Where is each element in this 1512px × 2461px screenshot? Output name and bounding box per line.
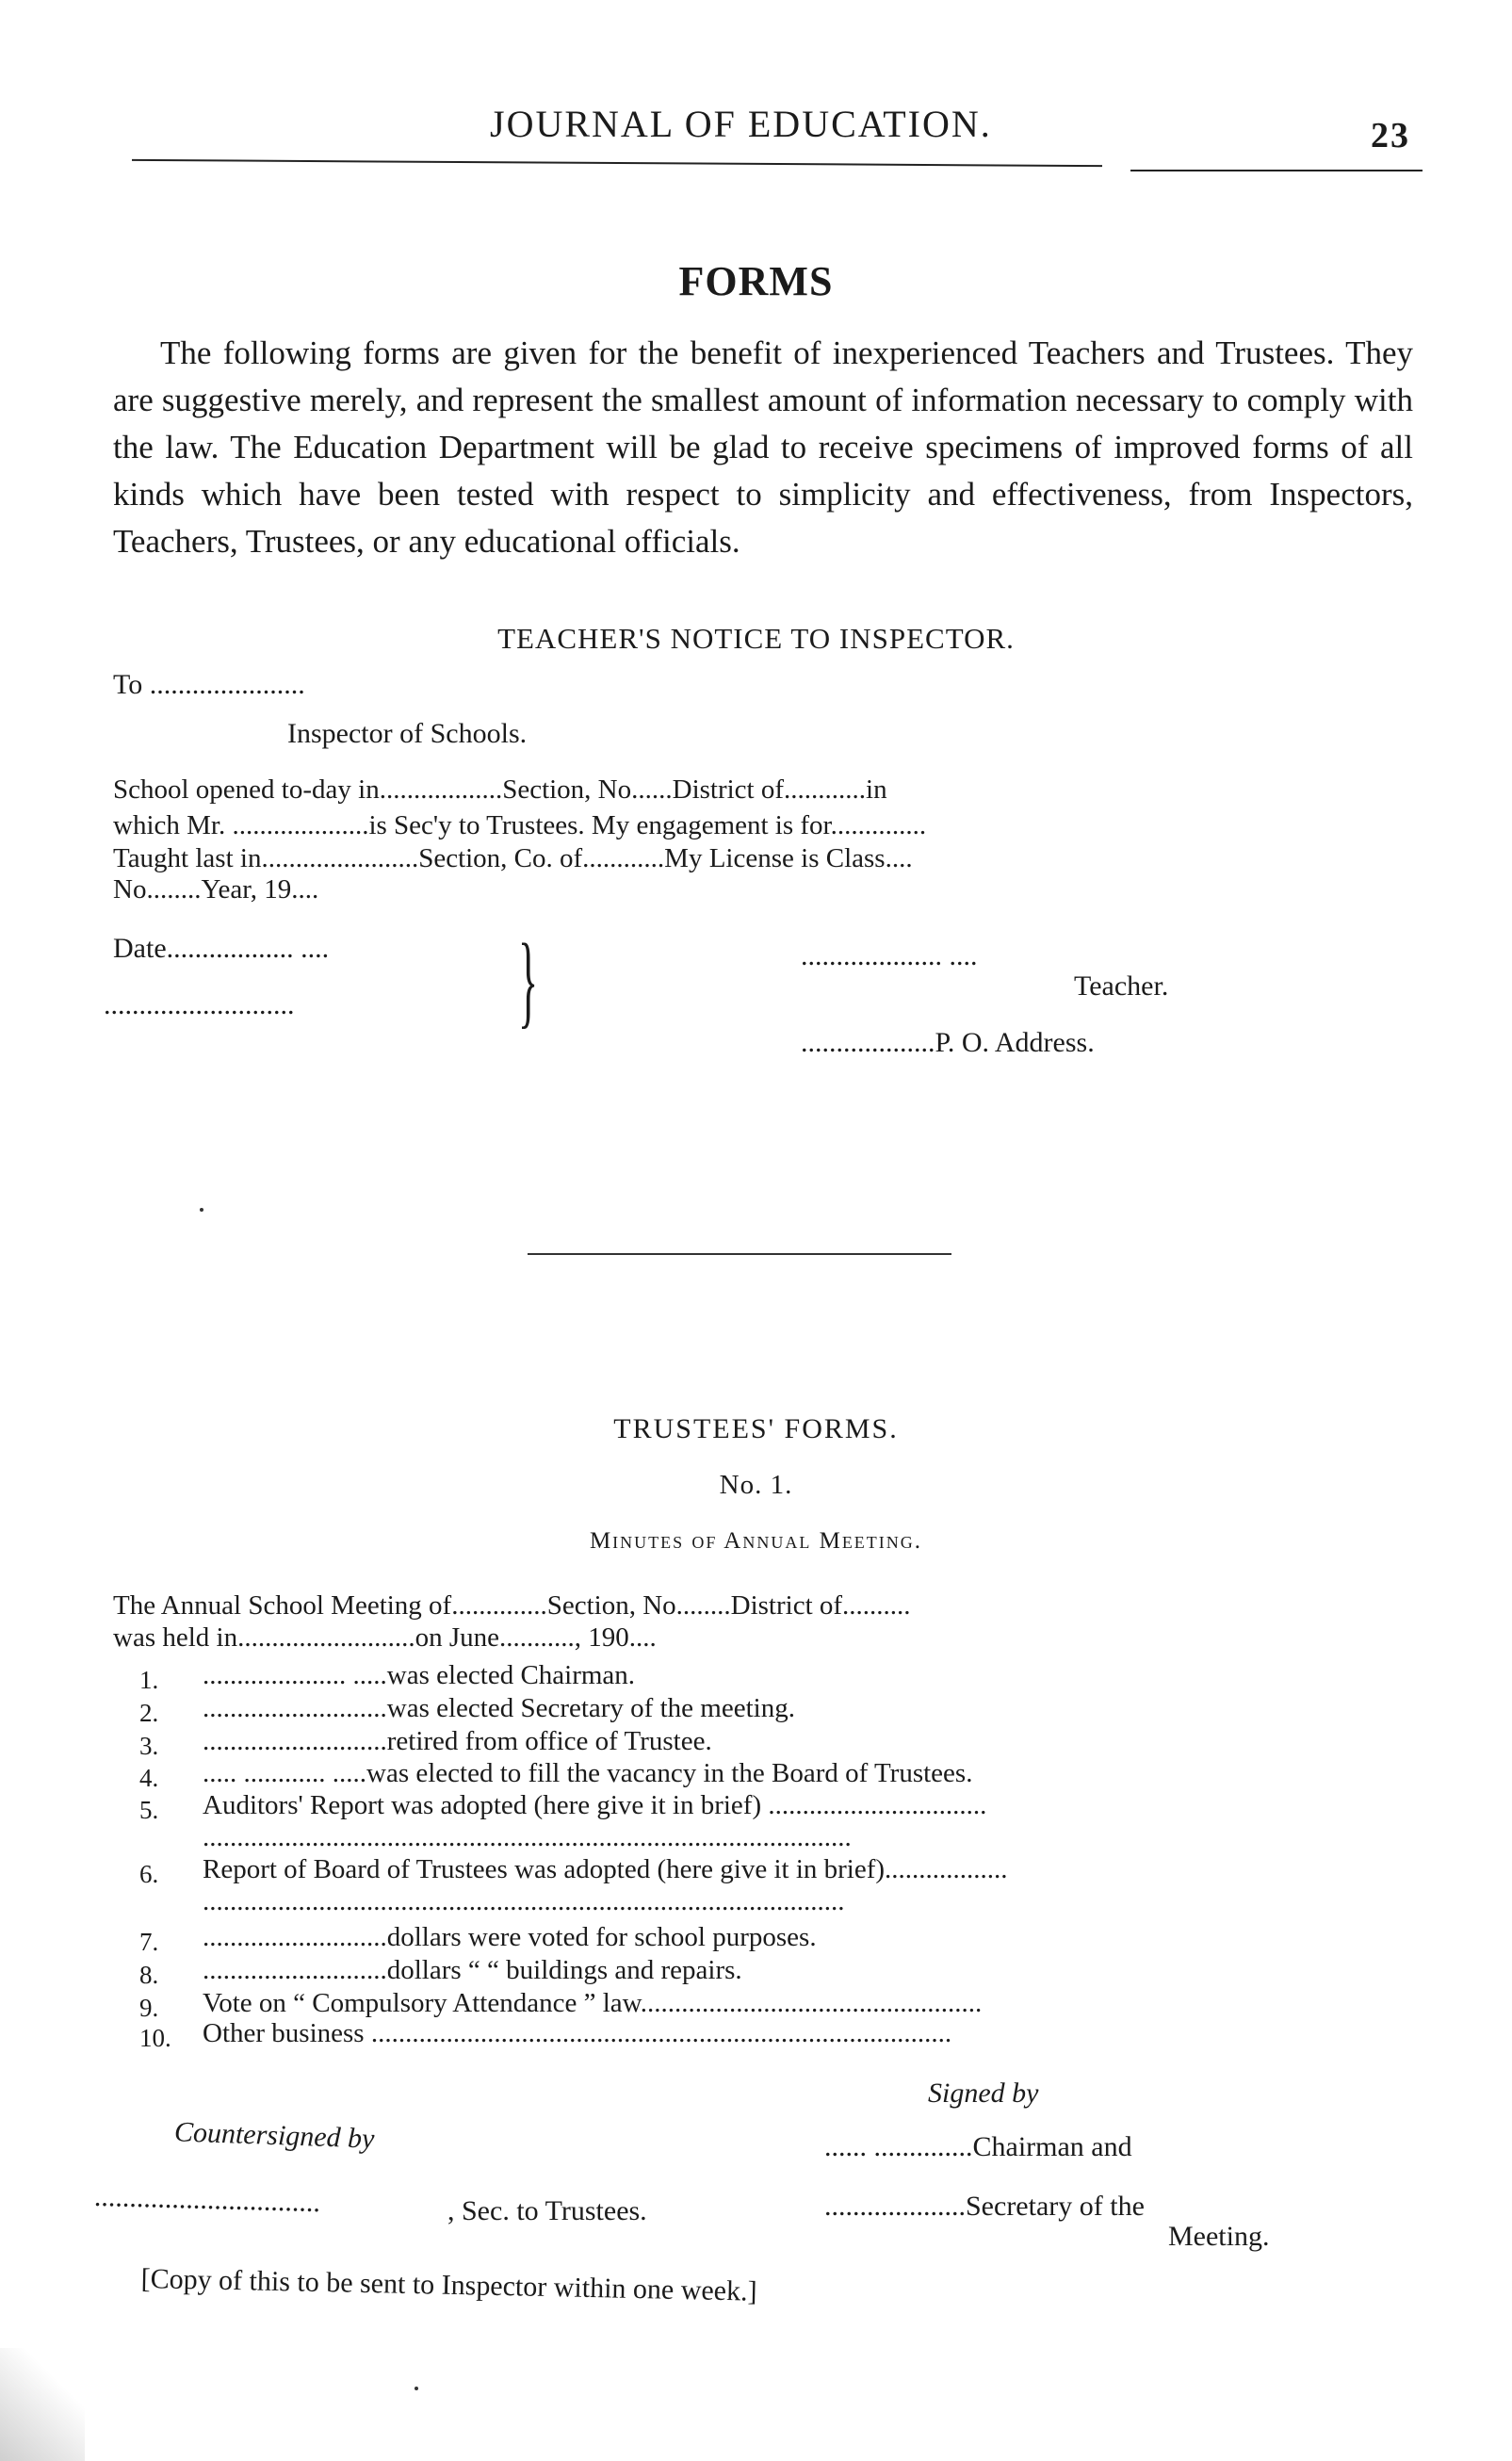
- inspector-line: Inspector of Schools.: [287, 718, 528, 749]
- item-number: 1.: [139, 1666, 159, 1694]
- sec-trustees-label: , Sec. to Trustees.: [447, 2195, 647, 2226]
- address-line: ...................P. O. Address.: [801, 1027, 1095, 1058]
- minutes-line: was held in..........................on June..........., 190....: [113, 1622, 657, 1653]
- notice-line-1: School opened to-day in..................Section, No......District of............in: [113, 774, 887, 805]
- forms-intro: [113, 330, 1413, 565]
- item-number: 4.: [139, 1764, 159, 1792]
- item-number: 8.: [139, 1961, 159, 1989]
- minutes-line: ..... ............ .....was elected to fill the vacancy in the Board of Trustees.: [203, 1758, 973, 1788]
- minutes-line: ..............................................................................................: [203, 1886, 845, 1916]
- item-number: 9.: [139, 1994, 159, 2022]
- page-edge-shadow: [0, 2348, 85, 2461]
- minutes-line: ...........................dollars were voted for school purposes.: [203, 1922, 817, 1952]
- section-divider: [528, 1253, 951, 1255]
- header-rule-left: [132, 159, 1102, 167]
- forms-title: FORMS: [678, 258, 834, 304]
- item-number: 7.: [139, 1928, 159, 1956]
- item-number: 2.: [139, 1699, 159, 1727]
- copy-note: [Copy of this to be sent to Inspector within one week.]: [140, 2263, 757, 2307]
- stray-mark-bottom: [415, 2387, 418, 2390]
- form-number: No. 1.: [719, 1470, 793, 1500]
- teacher-label: Teacher.: [1074, 970, 1169, 1002]
- teacher-notice-title: TEACHER'S NOTICE TO INSPECTOR.: [497, 622, 1015, 655]
- item-number: 6.: [139, 1860, 159, 1888]
- signed-by-label: Signed by: [928, 2078, 1039, 2109]
- stray-mark: [200, 1208, 203, 1212]
- date-line-2: ...........................: [104, 989, 295, 1020]
- notice-line-2: which Mr. ....................is Sec'y to Trustees. My engagement is for..............: [113, 810, 927, 840]
- intro-paragraph: The following forms are given for the benefit of inexperienced Teachers and Trustees. They are suggestive merely, and represent the smallest amount of information necessary to comply with the law. The Education Department will be glad to receive specimens of improved forms of all kinds which have been tested with respect to simplicity and effectiveness, from Inspectors, Teachers, Trustees, or any educational officials.: [113, 334, 1413, 560]
- sec-trustees-dots: ................................: [93, 2180, 321, 2219]
- minutes-line: ...........................dollars “ “ buildings and repairs.: [203, 1955, 742, 1985]
- to-line: To ......................: [113, 669, 305, 700]
- brace-icon: }: [518, 922, 539, 1037]
- date-line: Date.................. ....: [113, 933, 330, 964]
- countersigned-by-label: Countersigned by: [173, 2116, 376, 2155]
- meeting-label: Meeting.: [1168, 2221, 1270, 2252]
- minutes-line: ...........................retired from office of Trustee.: [203, 1726, 712, 1756]
- minutes-subtitle: Minutes of Annual Meeting.: [589, 1528, 923, 1554]
- minutes-line: Report of Board of Trustees was adopted (here give it in brief)..................: [203, 1854, 1008, 1884]
- item-number: 10.: [139, 2024, 171, 2052]
- minutes-line: Auditors' Report was adopted (here give it in brief) ................................: [203, 1790, 987, 1820]
- notice-line-4: No........Year, 19....: [113, 874, 319, 905]
- minutes-line: ...........................was elected Secretary of the meeting.: [203, 1693, 795, 1723]
- secretary-line: ....................Secretary of the: [824, 2191, 1145, 2222]
- chairman-line: ...... ..............Chairman and: [824, 2131, 1132, 2162]
- minutes-line: ...............................................................................................: [203, 1822, 852, 1852]
- trustees-forms-title: TRUSTEES' FORMS.: [613, 1413, 899, 1444]
- minutes-line: The Annual School Meeting of..............Section, No........District of..........: [113, 1590, 911, 1621]
- teacher-signature-dots: .................... ....: [801, 940, 978, 971]
- journal-title: JOURNAL OF EDUCATION.: [490, 103, 992, 145]
- page-number: 23: [1371, 116, 1410, 155]
- header-rule-right: [1130, 170, 1423, 171]
- minutes-line: Other business .....................................................................................: [203, 2018, 952, 2048]
- item-number: 5.: [139, 1796, 159, 1824]
- minutes-line: ..................... .....was elected Chairman.: [203, 1660, 636, 1690]
- item-number: 3.: [139, 1732, 159, 1760]
- notice-line-3: Taught last in.......................Section, Co. of............My License is Class....: [113, 843, 913, 873]
- minutes-line: Vote on “ Compulsory Attendance ” law..................................................: [203, 1988, 983, 2018]
